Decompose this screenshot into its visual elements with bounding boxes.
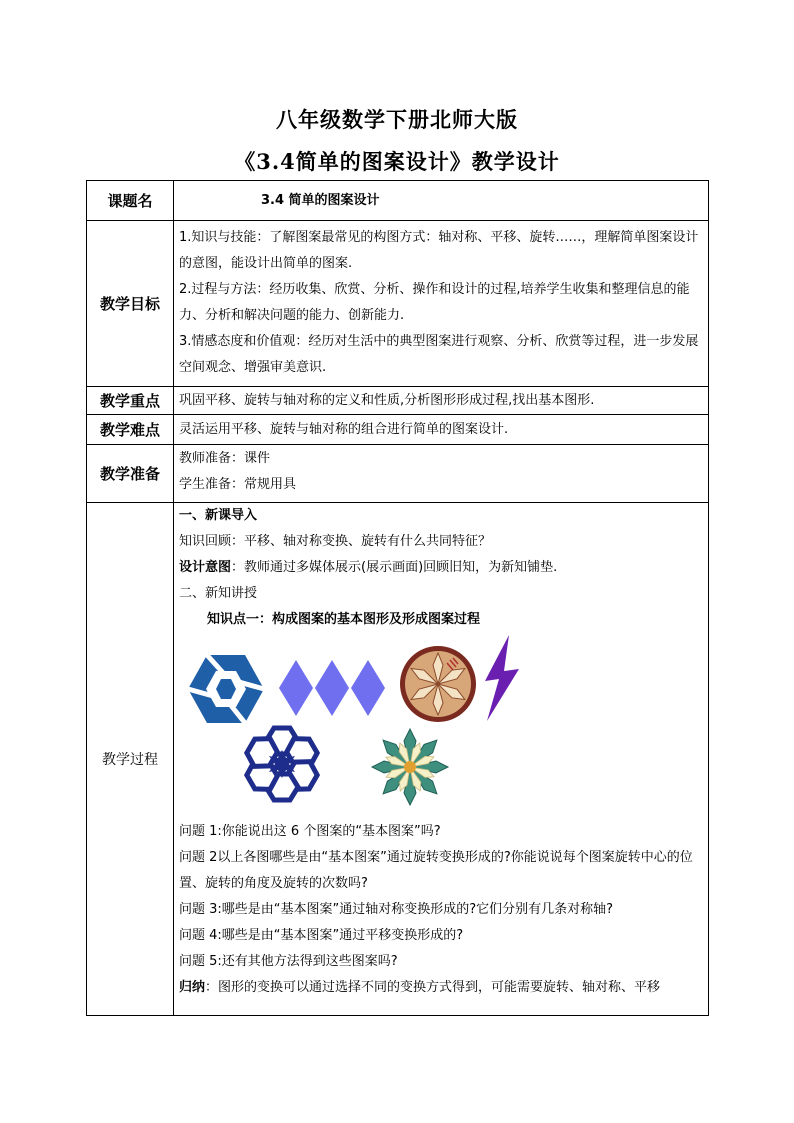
page-title: 八年级数学下册北师大版 [276, 107, 518, 132]
three-diamonds-icon [277, 657, 387, 719]
pattern-figures [179, 633, 703, 819]
knowledge-point-heading: 知识点一：构成图案的基本图形及形成图案过程 [207, 612, 481, 627]
flower-icon [369, 727, 451, 807]
design-intent-label: 设计意图 [179, 560, 232, 575]
row-preparation [87, 445, 709, 503]
swirl-logo-icon [185, 651, 267, 727]
question-1: 问题 1:你能说出这 6 个图案的“基本图案”吗? [179, 824, 441, 839]
question-2: 问题 2以上各图哪些是由“基本图案”通过旋转变换形成的?你能说说每个图案旋转中心的位置、旋转的角度及旋转的次数吗? [179, 850, 693, 891]
question-4: 问题 4:哪些是由“基本图案”通过平移变换形成的? [179, 928, 464, 943]
row-objectives [87, 221, 709, 387]
label-preparation: 教学准备 [87, 445, 174, 503]
objective-3: 3.情感态度和价值观：经历对生活中的典型图案进行观察、分析、欣赏等过程，进一步发展空间观念、增强审美意识. [179, 334, 699, 375]
objective-2: 2.过程与方法：经历收集、欣赏、分析、操作和设计的过程,培养学生收集和整理信息的能力、分析和解决问题的能力、创新能力. [179, 282, 690, 323]
lightning-bolt-icon [479, 633, 523, 723]
difficulties-value: 灵活运用平移、旋转与轴对称的组合进行简单的图案设计. [179, 422, 509, 437]
student-preparation: 学生准备：常规用具 [179, 477, 297, 492]
question-5: 问题 5:还有其他方法得到这些图案吗? [179, 954, 398, 969]
label-process: 教学过程 [87, 503, 174, 1016]
question-3: 问题 3:哪些是由“基本图案”通过轴对称变换形成的?它们分别有几条对称轴? [179, 902, 614, 917]
lesson-plan-table [86, 180, 709, 1016]
row-difficulties [87, 415, 709, 445]
section-intro-heading: 一、新课导入 [179, 508, 258, 523]
key-points-value: 巩固平移、旋转与轴对称的定义和性质,分析图形形成过程,找出基本图形. [179, 393, 595, 408]
summary-text: ：图形的变换可以通过选择不同的变换方式得到，可能需要旋转、轴对称、平移 [205, 980, 661, 995]
label-difficulties: 教学难点 [87, 415, 174, 445]
row-topic [87, 181, 709, 221]
star-medallion-icon [397, 643, 479, 725]
section-new-heading: 二、新知讲授 [179, 586, 258, 601]
design-intent-text: ：教师通过多媒体展示(展示画面)回顾旧知，为新知铺垫. [231, 560, 558, 575]
row-process [87, 503, 709, 1016]
summary [179, 975, 703, 1001]
hexagon-ring-icon [241, 723, 323, 805]
lesson-title: 《3.4简单的图案设计》教学设计 [234, 149, 560, 174]
knowledge-review: 知识回顾：平移、轴对称变换、旋转有什么共同特征？ [179, 534, 492, 549]
teacher-preparation: 教师准备：课件 [179, 451, 271, 466]
design-intent [179, 555, 703, 581]
topic-value: 3.4 简单的图案设计 [261, 193, 380, 208]
objective-1: 1.知识与技能：了解图案最常见的构图方式：轴对称、平移、旋转……，理解简单图案设计的意图，能设计出简单的图案. [179, 230, 699, 271]
row-key-points [87, 387, 709, 415]
label-objectives: 教学目标 [87, 221, 174, 387]
label-key-points: 教学重点 [87, 387, 174, 415]
label-topic: 课题名 [87, 181, 174, 221]
summary-label: 归纳 [179, 980, 206, 995]
